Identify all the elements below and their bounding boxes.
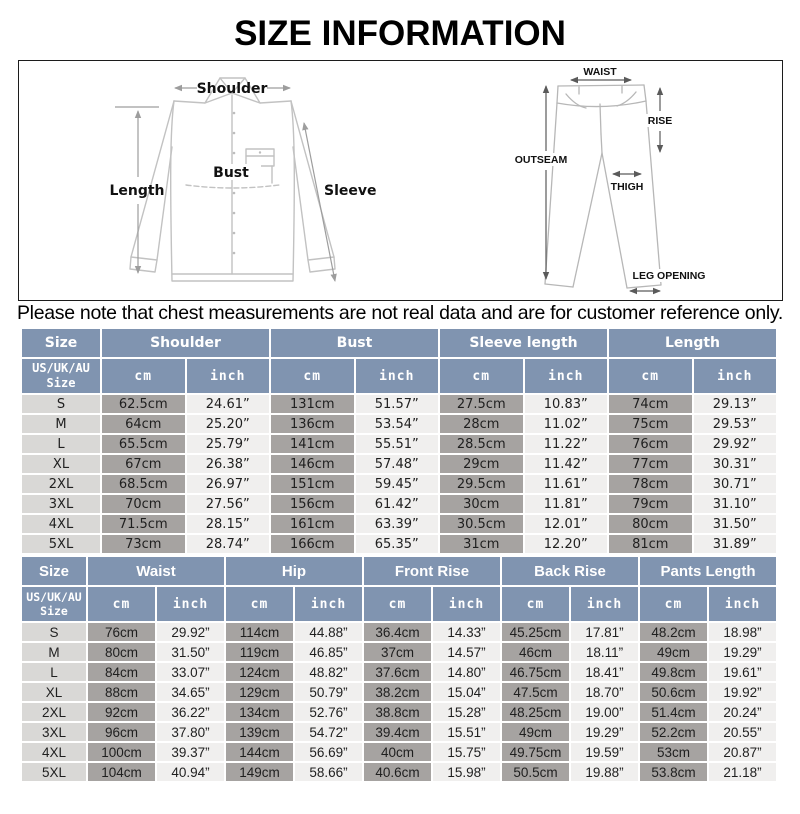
measurement-cell: 28.15” <box>187 515 270 533</box>
measurement-cell: 68.5cm <box>102 475 185 493</box>
measurement-cell: 151cm <box>271 475 354 493</box>
measurement-cell: 19.88” <box>571 763 638 781</box>
measurement-cell: 28.74” <box>187 535 270 553</box>
measurement-cell: 24.61” <box>187 395 270 413</box>
size-row <box>22 623 776 641</box>
unit-header: inch <box>709 587 776 621</box>
measurement-cell: 11.22” <box>525 435 608 453</box>
measurement-cell: 59.45” <box>356 475 439 493</box>
column-group-header: Length <box>609 329 776 357</box>
measurement-cell: 50.6cm <box>640 683 707 701</box>
group-header-row <box>22 329 776 357</box>
outseam-label: OUTSEAM <box>514 154 568 166</box>
size-row <box>22 455 776 473</box>
measurement-cell: 44.88” <box>295 623 362 641</box>
measurement-cell: 79cm <box>609 495 692 513</box>
measurement-cell: 25.20” <box>187 415 270 433</box>
measurement-cell: 134cm <box>226 703 293 721</box>
measurement-cell: 38.2cm <box>364 683 431 701</box>
size-row <box>22 515 776 533</box>
measurement-cell: 57.48” <box>356 455 439 473</box>
size-row <box>22 495 776 513</box>
measurement-cell: 149cm <box>226 763 293 781</box>
measurement-cell: 11.02” <box>525 415 608 433</box>
thigh-label: THIGH <box>610 181 644 193</box>
measurement-cell: 100cm <box>88 743 155 761</box>
measurement-cell: 14.80” <box>433 663 500 681</box>
measurement-cell: 14.57” <box>433 643 500 661</box>
unit-header-row <box>22 587 776 621</box>
measurement-cell: 56.69” <box>295 743 362 761</box>
measurement-cell: 12.20” <box>525 535 608 553</box>
measurement-cell: 27.5cm <box>440 395 523 413</box>
unit-header: inch <box>694 359 777 393</box>
measurement-cell: 74cm <box>609 395 692 413</box>
size-cell: L <box>22 663 86 681</box>
size-cell: XL <box>22 683 86 701</box>
unit-header: inch <box>525 359 608 393</box>
measurement-cell: 20.55” <box>709 723 776 741</box>
unit-header: inch <box>295 587 362 621</box>
measurement-cell: 46.75cm <box>502 663 569 681</box>
measurement-cell: 28.5cm <box>440 435 523 453</box>
measurement-cell: 50.5cm <box>502 763 569 781</box>
measurement-cell: 51.4cm <box>640 703 707 721</box>
measurement-cell: 92cm <box>88 703 155 721</box>
size-row <box>22 415 776 433</box>
size-row <box>22 435 776 453</box>
sleeve-label: Sleeve <box>324 183 377 199</box>
measurement-cell: 46cm <box>502 643 569 661</box>
measurement-cell: 75cm <box>609 415 692 433</box>
size-subheader: US/UK/AU Size <box>22 359 100 393</box>
measurement-cell: 40cm <box>364 743 431 761</box>
size-cell: L <box>22 435 100 453</box>
measurement-cell: 141cm <box>271 435 354 453</box>
measurement-cell: 52.76” <box>295 703 362 721</box>
column-group-header: Shoulder <box>102 329 269 357</box>
measurement-cell: 29.13” <box>694 395 777 413</box>
measurement-cell: 29cm <box>440 455 523 473</box>
measurement-cell: 11.61” <box>525 475 608 493</box>
measurement-cell: 15.75” <box>433 743 500 761</box>
unit-header: cm <box>609 359 692 393</box>
unit-header-row <box>22 359 776 393</box>
size-row <box>22 535 776 553</box>
column-group-header: Bust <box>271 329 438 357</box>
size-subheader: US/UK/AU Size <box>22 587 86 621</box>
size-row <box>22 663 776 681</box>
measurement-cell: 166cm <box>271 535 354 553</box>
measurement-cell: 67cm <box>102 455 185 473</box>
unit-header: inch <box>433 587 500 621</box>
measurement-cell: 124cm <box>226 663 293 681</box>
measurement-cell: 31cm <box>440 535 523 553</box>
measurement-cell: 71.5cm <box>102 515 185 533</box>
unit-header: cm <box>88 587 155 621</box>
measurement-cell: 30cm <box>440 495 523 513</box>
measurement-cell: 30.71” <box>694 475 777 493</box>
unit-header: cm <box>440 359 523 393</box>
measurement-cell: 80cm <box>88 643 155 661</box>
measurement-cell: 39.4cm <box>364 723 431 741</box>
measurement-cell: 15.28” <box>433 703 500 721</box>
measurement-cell: 146cm <box>271 455 354 473</box>
column-group-header: Front Rise <box>364 557 500 585</box>
bust-label: Bust <box>213 165 249 181</box>
shirt-drawing <box>109 78 376 281</box>
measurement-cell: 62.5cm <box>102 395 185 413</box>
size-cell: 4XL <box>22 515 100 533</box>
size-column-header: Size <box>22 557 86 585</box>
size-cell: S <box>22 623 86 641</box>
measurement-cell: 81cm <box>609 535 692 553</box>
measurement-cell: 19.61” <box>709 663 776 681</box>
measurement-cell: 49cm <box>502 723 569 741</box>
tops-size-table <box>20 327 778 555</box>
measurement-cell: 119cm <box>226 643 293 661</box>
measurement-cell: 144cm <box>226 743 293 761</box>
measurement-cell: 40.6cm <box>364 763 431 781</box>
measurement-cell: 29.92” <box>157 623 224 641</box>
measurement-cell: 40.94” <box>157 763 224 781</box>
measurement-cell: 58.66” <box>295 763 362 781</box>
size-row <box>22 703 776 721</box>
measurement-cell: 15.04” <box>433 683 500 701</box>
leg-opening-label: LEG OPENING <box>632 270 706 282</box>
measurement-cell: 45.25cm <box>502 623 569 641</box>
measurement-cell: 29.5cm <box>440 475 523 493</box>
measurement-cell: 29.92” <box>694 435 777 453</box>
measurement-cell: 53.54” <box>356 415 439 433</box>
measurement-cell: 65.35” <box>356 535 439 553</box>
measurement-cell: 38.8cm <box>364 703 431 721</box>
measurement-cell: 36.4cm <box>364 623 431 641</box>
measurement-cell: 21.18” <box>709 763 776 781</box>
measurement-cell: 76cm <box>88 623 155 641</box>
measurement-cell: 34.65” <box>157 683 224 701</box>
size-row <box>22 395 776 413</box>
measurement-cell: 30.5cm <box>440 515 523 533</box>
measurement-cell: 48.82” <box>295 663 362 681</box>
measurement-cell: 31.50” <box>694 515 777 533</box>
measurement-cell: 46.85” <box>295 643 362 661</box>
measurement-cell: 18.41” <box>571 663 638 681</box>
size-row <box>22 475 776 493</box>
measurement-cell: 49.75cm <box>502 743 569 761</box>
size-cell: 3XL <box>22 723 86 741</box>
measurement-cell: 51.57” <box>356 395 439 413</box>
shoulder-label: Shoulder <box>196 81 268 97</box>
rise-label: RISE <box>647 115 673 127</box>
measurement-cell: 37.6cm <box>364 663 431 681</box>
measurement-cell: 36.22” <box>157 703 224 721</box>
size-cell: M <box>22 415 100 433</box>
measurement-cell: 26.97” <box>187 475 270 493</box>
group-header-row <box>22 557 776 585</box>
measurement-cell: 136cm <box>271 415 354 433</box>
measurement-diagram <box>18 60 783 301</box>
unit-header: cm <box>226 587 293 621</box>
measurement-cell: 33.07” <box>157 663 224 681</box>
measurement-cell: 30.31” <box>694 455 777 473</box>
measurement-cell: 20.87” <box>709 743 776 761</box>
measurement-cell: 139cm <box>226 723 293 741</box>
measurement-cell: 28cm <box>440 415 523 433</box>
size-row <box>22 683 776 701</box>
measurement-cell: 31.10” <box>694 495 777 513</box>
measurement-cell: 10.83” <box>525 395 608 413</box>
measurement-cell: 37.80” <box>157 723 224 741</box>
unit-header: cm <box>502 587 569 621</box>
measurement-cell: 78cm <box>609 475 692 493</box>
size-row <box>22 723 776 741</box>
measurement-cell: 52.2cm <box>640 723 707 741</box>
measurement-cell: 27.56” <box>187 495 270 513</box>
measurement-cell: 37cm <box>364 643 431 661</box>
pants-drawing <box>511 66 708 291</box>
measurement-cell: 161cm <box>271 515 354 533</box>
measurement-cell: 76cm <box>609 435 692 453</box>
size-cell: S <box>22 395 100 413</box>
measurement-cell: 73cm <box>102 535 185 553</box>
measurement-cell: 53.8cm <box>640 763 707 781</box>
measurement-cell: 48.25cm <box>502 703 569 721</box>
measurement-diagram-svg <box>19 61 780 298</box>
measurement-cell: 11.42” <box>525 455 608 473</box>
measurement-cell: 50.79” <box>295 683 362 701</box>
measurement-cell: 55.51” <box>356 435 439 453</box>
measurement-cell: 156cm <box>271 495 354 513</box>
measurement-cell: 31.89” <box>694 535 777 553</box>
measurement-cell: 80cm <box>609 515 692 533</box>
measurement-cell: 49.8cm <box>640 663 707 681</box>
note-text: Please note that chest measurements are not real data and are for customer reference only. <box>16 302 784 324</box>
unit-header: inch <box>571 587 638 621</box>
column-group-header: Pants Length <box>640 557 776 585</box>
size-cell: 2XL <box>22 475 100 493</box>
measurement-cell: 64cm <box>102 415 185 433</box>
measurement-cell: 96cm <box>88 723 155 741</box>
measurement-cell: 84cm <box>88 663 155 681</box>
measurement-cell: 19.59” <box>571 743 638 761</box>
measurement-cell: 31.50” <box>157 643 224 661</box>
column-group-header: Sleeve length <box>440 329 607 357</box>
size-column-header: Size <box>22 329 100 357</box>
size-cell: 4XL <box>22 743 86 761</box>
measurement-cell: 47.5cm <box>502 683 569 701</box>
measurement-cell: 12.01” <box>525 515 608 533</box>
unit-header: inch <box>356 359 439 393</box>
measurement-cell: 17.81” <box>571 623 638 641</box>
measurement-cell: 19.29” <box>709 643 776 661</box>
size-cell: 3XL <box>22 495 100 513</box>
measurement-cell: 20.24” <box>709 703 776 721</box>
size-row <box>22 763 776 781</box>
measurement-cell: 131cm <box>271 395 354 413</box>
measurement-cell: 26.38” <box>187 455 270 473</box>
unit-header: cm <box>640 587 707 621</box>
size-cell: M <box>22 643 86 661</box>
column-group-header: Waist <box>88 557 224 585</box>
measurement-cell: 15.98” <box>433 763 500 781</box>
measurement-cell: 18.70” <box>571 683 638 701</box>
measurement-cell: 53cm <box>640 743 707 761</box>
page-title: SIZE INFORMATION <box>234 14 566 53</box>
measurement-cell: 19.29” <box>571 723 638 741</box>
length-label: Length <box>109 183 165 199</box>
waist-label: WAIST <box>583 66 617 78</box>
measurement-cell: 18.11” <box>571 643 638 661</box>
measurement-cell: 77cm <box>609 455 692 473</box>
unit-header: inch <box>187 359 270 393</box>
measurement-cell: 49cm <box>640 643 707 661</box>
size-cell: 5XL <box>22 763 86 781</box>
measurement-cell: 19.00” <box>571 703 638 721</box>
measurement-cell: 61.42” <box>356 495 439 513</box>
column-group-header: Hip <box>226 557 362 585</box>
measurement-cell: 11.81” <box>525 495 608 513</box>
size-row <box>22 643 776 661</box>
unit-header: cm <box>364 587 431 621</box>
measurement-cell: 129cm <box>226 683 293 701</box>
measurement-cell: 88cm <box>88 683 155 701</box>
measurement-cell: 29.53” <box>694 415 777 433</box>
size-cell: 2XL <box>22 703 86 721</box>
measurement-cell: 70cm <box>102 495 185 513</box>
unit-header: cm <box>102 359 185 393</box>
measurement-cell: 39.37” <box>157 743 224 761</box>
measurement-cell: 54.72” <box>295 723 362 741</box>
measurement-cell: 14.33” <box>433 623 500 641</box>
measurement-cell: 25.79” <box>187 435 270 453</box>
column-group-header: Back Rise <box>502 557 638 585</box>
unit-header: cm <box>271 359 354 393</box>
measurement-cell: 114cm <box>226 623 293 641</box>
size-cell: XL <box>22 455 100 473</box>
measurement-cell: 19.92” <box>709 683 776 701</box>
measurement-cell: 63.39” <box>356 515 439 533</box>
bottoms-size-table <box>20 555 778 783</box>
size-row <box>22 743 776 761</box>
measurement-cell: 104cm <box>88 763 155 781</box>
unit-header: inch <box>157 587 224 621</box>
size-cell: 5XL <box>22 535 100 553</box>
measurement-cell: 65.5cm <box>102 435 185 453</box>
measurement-cell: 48.2cm <box>640 623 707 641</box>
measurement-cell: 18.98” <box>709 623 776 641</box>
measurement-cell: 15.51” <box>433 723 500 741</box>
